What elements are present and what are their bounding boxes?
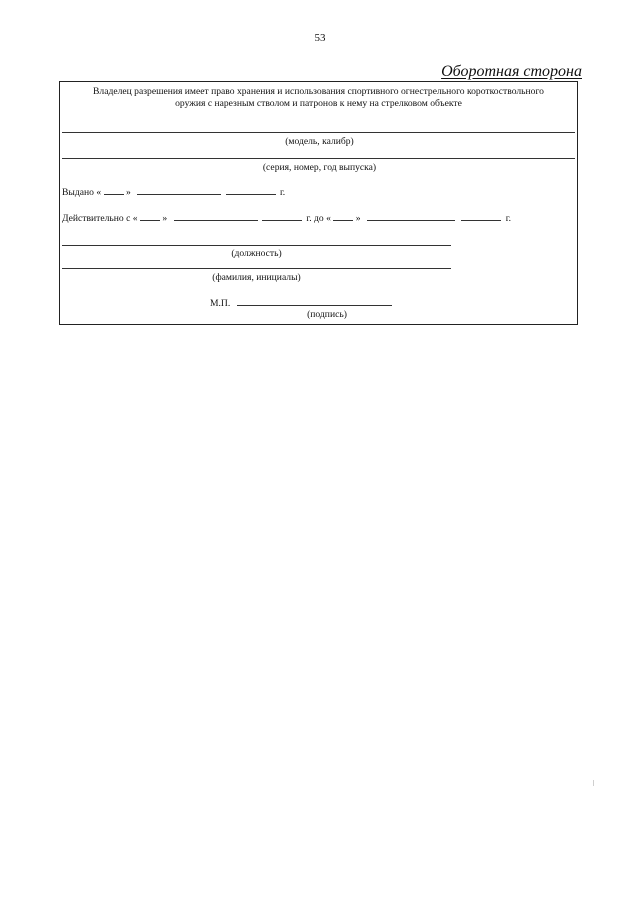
statement-line-2: оружия с нарезным стволом и патронов к нему на стрелковом объекте bbox=[175, 98, 462, 109]
permit-statement bbox=[64, 86, 573, 110]
valid-from-close-quote: » bbox=[162, 213, 168, 224]
position-caption: (должность) bbox=[231, 248, 282, 259]
valid-row bbox=[62, 211, 511, 224]
model-field-line[interactable] bbox=[62, 132, 575, 133]
valid-from-day-field[interactable] bbox=[140, 211, 160, 221]
valid-from-year-field[interactable] bbox=[262, 211, 302, 221]
valid-to-close-quote: » bbox=[355, 213, 361, 224]
serial-caption: (серия, номер, год выпуска) bbox=[262, 162, 377, 173]
valid-to-day-field[interactable] bbox=[333, 211, 353, 221]
page-number: 53 bbox=[314, 32, 326, 44]
position-field-line[interactable] bbox=[62, 245, 451, 246]
seal-row bbox=[210, 296, 392, 309]
statement-line-1: Владелец разрешения имеет право хранения и использования спортивного огнестрельного короткоствольного bbox=[93, 86, 544, 97]
valid-to-year-field[interactable] bbox=[461, 211, 501, 221]
seal-label: М.П. bbox=[210, 298, 231, 309]
model-caption: (модель, калибр) bbox=[285, 136, 354, 147]
name-field-line[interactable] bbox=[62, 268, 451, 269]
signature-caption: (подпись) bbox=[307, 309, 347, 320]
issued-row bbox=[62, 185, 285, 198]
issued-year-suffix: г. bbox=[279, 187, 286, 198]
reverse-side-label: Оборотная сторона bbox=[441, 63, 582, 80]
name-caption: (фамилия, инициалы) bbox=[212, 272, 301, 283]
scan-artifact bbox=[593, 780, 594, 786]
issued-month-field[interactable] bbox=[137, 185, 221, 195]
valid-to-label: г. до « bbox=[306, 213, 331, 224]
issued-label: Выдано « bbox=[62, 187, 102, 198]
valid-from-month-field[interactable] bbox=[174, 211, 258, 221]
permit-form bbox=[59, 81, 578, 325]
issued-close-quote: » bbox=[125, 187, 131, 198]
signature-field[interactable] bbox=[237, 296, 392, 306]
valid-to-month-field[interactable] bbox=[367, 211, 455, 221]
valid-to-year-suffix: г. bbox=[505, 213, 512, 224]
serial-field-line[interactable] bbox=[62, 158, 575, 159]
issued-year-field[interactable] bbox=[226, 185, 276, 195]
valid-from-label: Действительно с « bbox=[62, 213, 138, 224]
issued-day-field[interactable] bbox=[104, 185, 124, 195]
